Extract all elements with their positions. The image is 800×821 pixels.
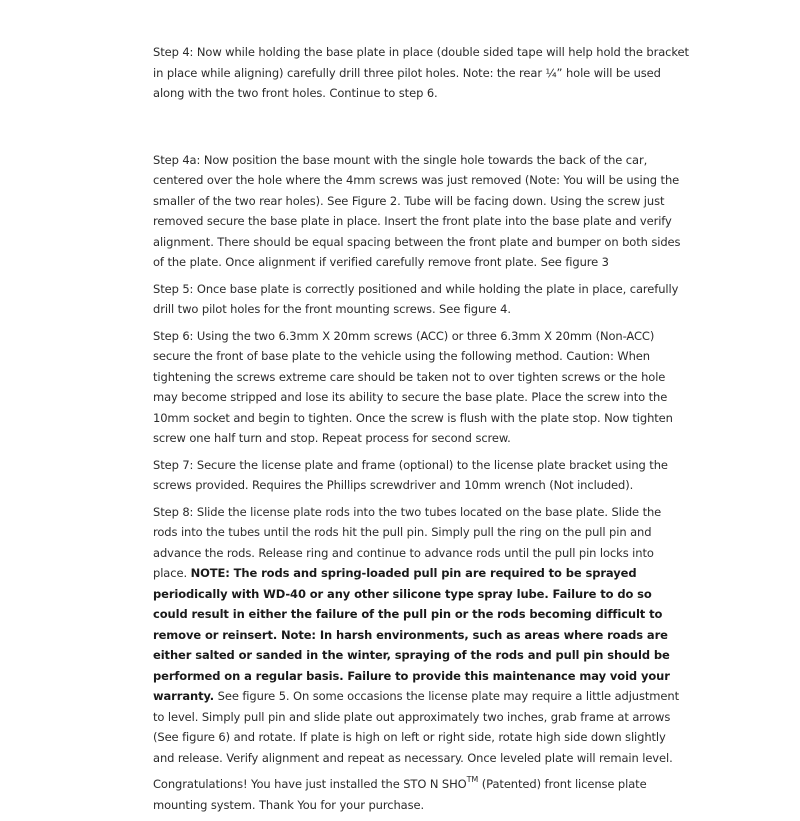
step-4-paragraph [153, 42, 689, 104]
step-8-maintenance-note: NOTE: The rods and spring-loaded pull pin are required to be sprayed periodically with WD-40 or any other silicone type spray lube. Failure to do so could result in either the failure of the pull pin or the rods becoming difficult to remove or reinsert. Note: In harsh environments, such as areas where roads are either salted or sanded in the winter, spraying of the rods and pull pin should be performed on a regular basis. Failure to provide this maintenance may void your warranty. [153, 566, 670, 703]
step-8-leveling-text: See figure 5. On some occasions the license plate may require a little adjustment to level. Simply pull pin and slide plate out approximately two inches, grab frame at arrows (See figure 6) and rotate. If plate is high on left or right side, rotate high side down slightly and release. Verify alignment and repeat as necessary. Once leveled plate will remain level. [153, 689, 679, 765]
step-5-paragraph [153, 279, 689, 320]
step-8-intro-text: Step 8: Slide the license plate rods into the two tubes located on the base plate. Slide the rods into the tubes until the rods hit the pull pin. Simply pull the ring on the pull pin and advance the rods. Release ring and continue to advance rods until the pull pin locks into place. [153, 504, 662, 580]
step-4a-text: Step 4a: Now position the base mount with the single hole towards the back of the car, centered over the hole where the 4mm screws was just removed (Note: You will be using the smaller of the two rear holes). See Figure 2. Tube will be facing down. Using the screw just removed secure the base plate in place. Insert the front plate into the base plate and verify alignment. There should be equal spacing between the front plate and bumper on both sides of the plate. Once alignment if verified carefully remove front plate. See figure 3 [153, 152, 681, 269]
step-8-paragraph [153, 502, 689, 769]
step-7-paragraph [153, 455, 689, 496]
trademark-mark: TM [466, 775, 479, 785]
step-7-text: Step 7: Secure the license plate and frame (optional) to the license plate bracket using the screws provided. Requires the Phillips screwdriver and 10mm wrench (Not included). [153, 457, 668, 492]
congratulations-text-end: (Patented) front license plate mounting system. Thank You for your purchase. [153, 777, 647, 812]
step-6-paragraph [153, 326, 689, 449]
step-6-text: Step 6: Using the two 6.3mm X 20mm screws (ACC) or three 6.3mm X 20mm (Non-ACC) secure the front of base plate to the vehicle using the following method. Caution: When tightening the screws extreme care should be taken not to over tighten screws or the hole may become stripped and lose its ability to secure the base plate. Place the screw into the 10mm socket and begin to tighten. Once the screw is flush with the plate stop. Now tighten screw one half turn and stop. Repeat process for second screw. [153, 328, 673, 445]
step-5-text: Step 5: Once base plate is correctly positioned and while holding the plate in place, carefully drill two pilot holes for the front mounting screws. See figure 4. [153, 281, 679, 316]
congratulations-text-start: Congratulations! You have just installed the STO N SHO [153, 777, 467, 791]
congratulations-paragraph [153, 774, 689, 815]
step-4a-paragraph [153, 150, 689, 273]
instructions-body [153, 42, 689, 821]
step-4-text: Step 4: Now while holding the base plate in place (double sided tape will help hold the bracket in place while aligning) carefully drill three pilot holes. Note: the rear ¼” hole will be used along with the two front holes. Continue to step 6. [153, 45, 689, 100]
